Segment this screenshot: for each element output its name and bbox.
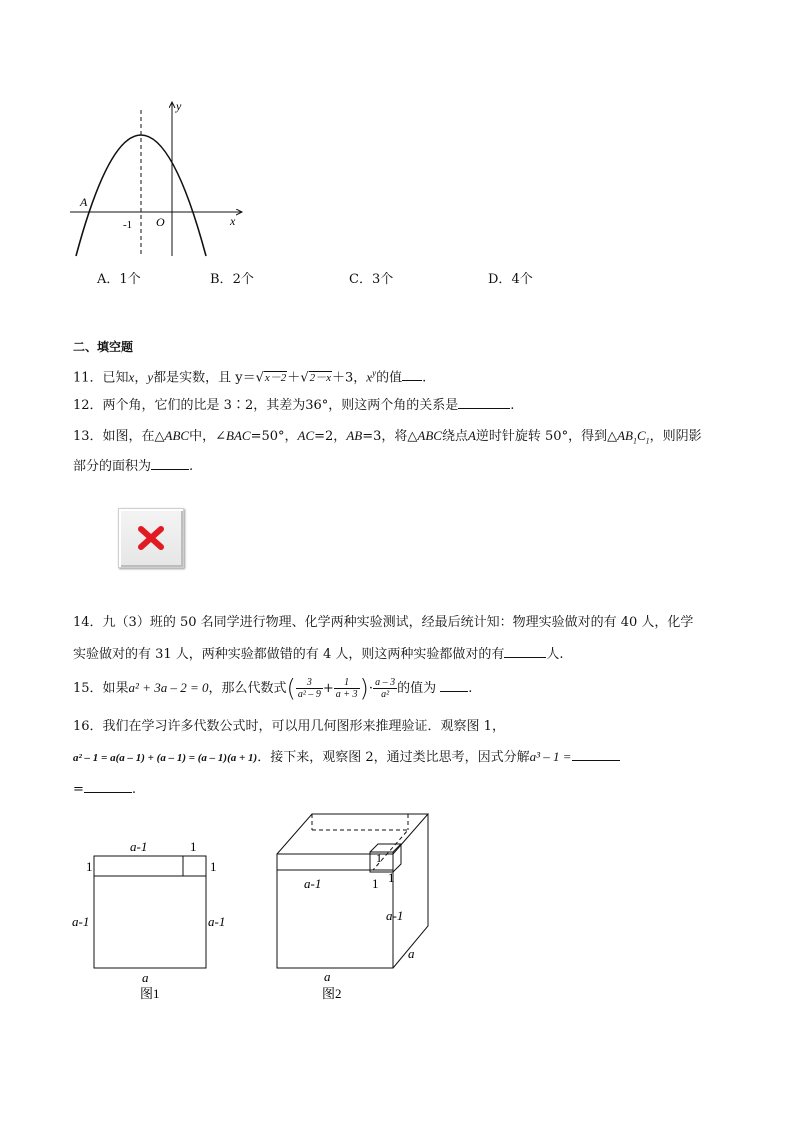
fraction-2: $\frac{1}{a + 3}$ <box>335 677 358 700</box>
answer-blank[interactable] <box>151 457 189 470</box>
formula: a² – 1 = a(a – 1) + (a – 1) = (a – 1)(a + 1) <box>73 752 258 764</box>
option-letter: B． <box>210 272 233 287</box>
radicand-1: x－2 <box>264 372 287 385</box>
answer-blank[interactable] <box>458 396 510 409</box>
option-text: 4个 <box>511 272 533 287</box>
question-11: 11．已知x，y都是实数，且 y＝√x－2＋√2－x＋3，$x^y$的值 . <box>73 368 427 386</box>
fig2-front-face <box>277 854 393 968</box>
fraction-1: $\frac{3}{\text{a² – 9}}$ <box>297 677 321 700</box>
answer-blank[interactable] <box>504 645 546 658</box>
fig2-label-a-bottom: a <box>324 969 331 984</box>
answer-blank[interactable] <box>440 679 468 692</box>
x-axis-label: x <box>230 214 236 228</box>
fig2-label-a1-front: a-1 <box>304 876 322 891</box>
parabola-graph <box>70 96 260 266</box>
sqrt-sign: √ <box>300 370 309 386</box>
fig2-label-1-front: 1 <box>372 876 379 891</box>
fig2-label-1-side: 1 <box>388 870 395 885</box>
option-letter: D． <box>488 272 512 287</box>
option-letter: A． <box>97 272 120 287</box>
option-text: 2个 <box>232 272 254 287</box>
question-13-line-1: 13．如图，在△ABC中，∠BAC=50°，AC=2，AB=3，将△ABC绕点A逆时针旋转 50°，得到$\triangle AB_1C_1$，则阴影 <box>73 428 702 446</box>
option-c <box>349 268 393 287</box>
fig1-label-top: a-1 <box>130 839 148 854</box>
option-b <box>210 268 254 287</box>
question-16-line-1: 16．我们在学习许多代数公式时，可以用几何图形来推理验证．观察图 1， <box>73 719 505 734</box>
section-heading: 二、填空题 <box>73 340 134 354</box>
question-14-line-2: 实验做对的有 31 人，两种实验都做错的有 4 人，则这两种实验都做对的有 人. <box>73 647 564 662</box>
question-12: 12．两个角，它们的比是 3∶2，其差为36°，则这两个角的关系是 . <box>73 398 515 413</box>
question-16-line-3: = . <box>73 782 137 797</box>
fig1-label-left-top: 1 <box>86 859 93 874</box>
fig2-label-a1-right: a-1 <box>386 908 404 923</box>
question-13-line-2: 部分的面积为 . <box>73 459 194 474</box>
fig2-right-face <box>393 814 428 968</box>
question-15: 15．如果a² + 3a – 2 = 0，那么代数式( $\frac{3}{\text{a² – 9}}$ + $\frac{1}{a + 3}$ )· $\frac{a - 3}{\text{a²}}$ 的值为 . <box>73 674 473 703</box>
tick-neg1-label: -1 <box>123 219 133 231</box>
y-axis-label: y <box>176 99 182 113</box>
question-16-line-2: a² – 1 = a(a – 1) + (a – 1) = (a – 1)(a + 1)．接下来，观察图 2，通过类比思考，因式分解a³ – 1 = <box>73 748 620 767</box>
fig1-label-left: a-1 <box>72 914 90 929</box>
point-a-label: A <box>80 195 88 209</box>
fig2-label-top-1: 1 <box>376 851 382 865</box>
figure-1 <box>70 834 240 1004</box>
option-text: 1个 <box>119 272 141 287</box>
sqrt-sign: √ <box>255 370 264 386</box>
fig2-inner-dashed <box>277 830 408 870</box>
option-d <box>488 268 533 287</box>
radicand-2: 2－x <box>309 372 331 385</box>
answer-blank[interactable] <box>572 748 620 761</box>
answer-blank[interactable] <box>402 368 422 381</box>
figure-2 <box>270 808 440 1008</box>
answer-blank[interactable] <box>84 780 132 793</box>
fig1-caption: 图1 <box>140 986 160 1001</box>
fig1-label-right: a-1 <box>208 914 226 929</box>
fig1-label-right-top: 1 <box>210 859 217 874</box>
fig2-caption: 图2 <box>322 986 342 1001</box>
question-14-line-1: 14．九（3）班的 50 名同学进行物理、化学两种实验测试，经最后统计知：物理实验做对的有 40 人，化学 <box>73 615 694 630</box>
fig1-square <box>94 856 206 968</box>
broken-image-icon <box>118 508 184 568</box>
option-text: 3个 <box>371 272 394 287</box>
fraction-3: $\frac{a - 3}{\text{a²}}$ <box>375 677 396 700</box>
origin-label: O <box>156 215 165 229</box>
fig1-label-bottom: a <box>142 970 149 985</box>
fig2-top-face <box>277 814 428 854</box>
fig2-label-a-right: a <box>408 946 415 961</box>
option-a <box>97 268 141 287</box>
fig1-label-top-right: 1 <box>190 839 197 854</box>
option-letter: C． <box>349 272 372 287</box>
